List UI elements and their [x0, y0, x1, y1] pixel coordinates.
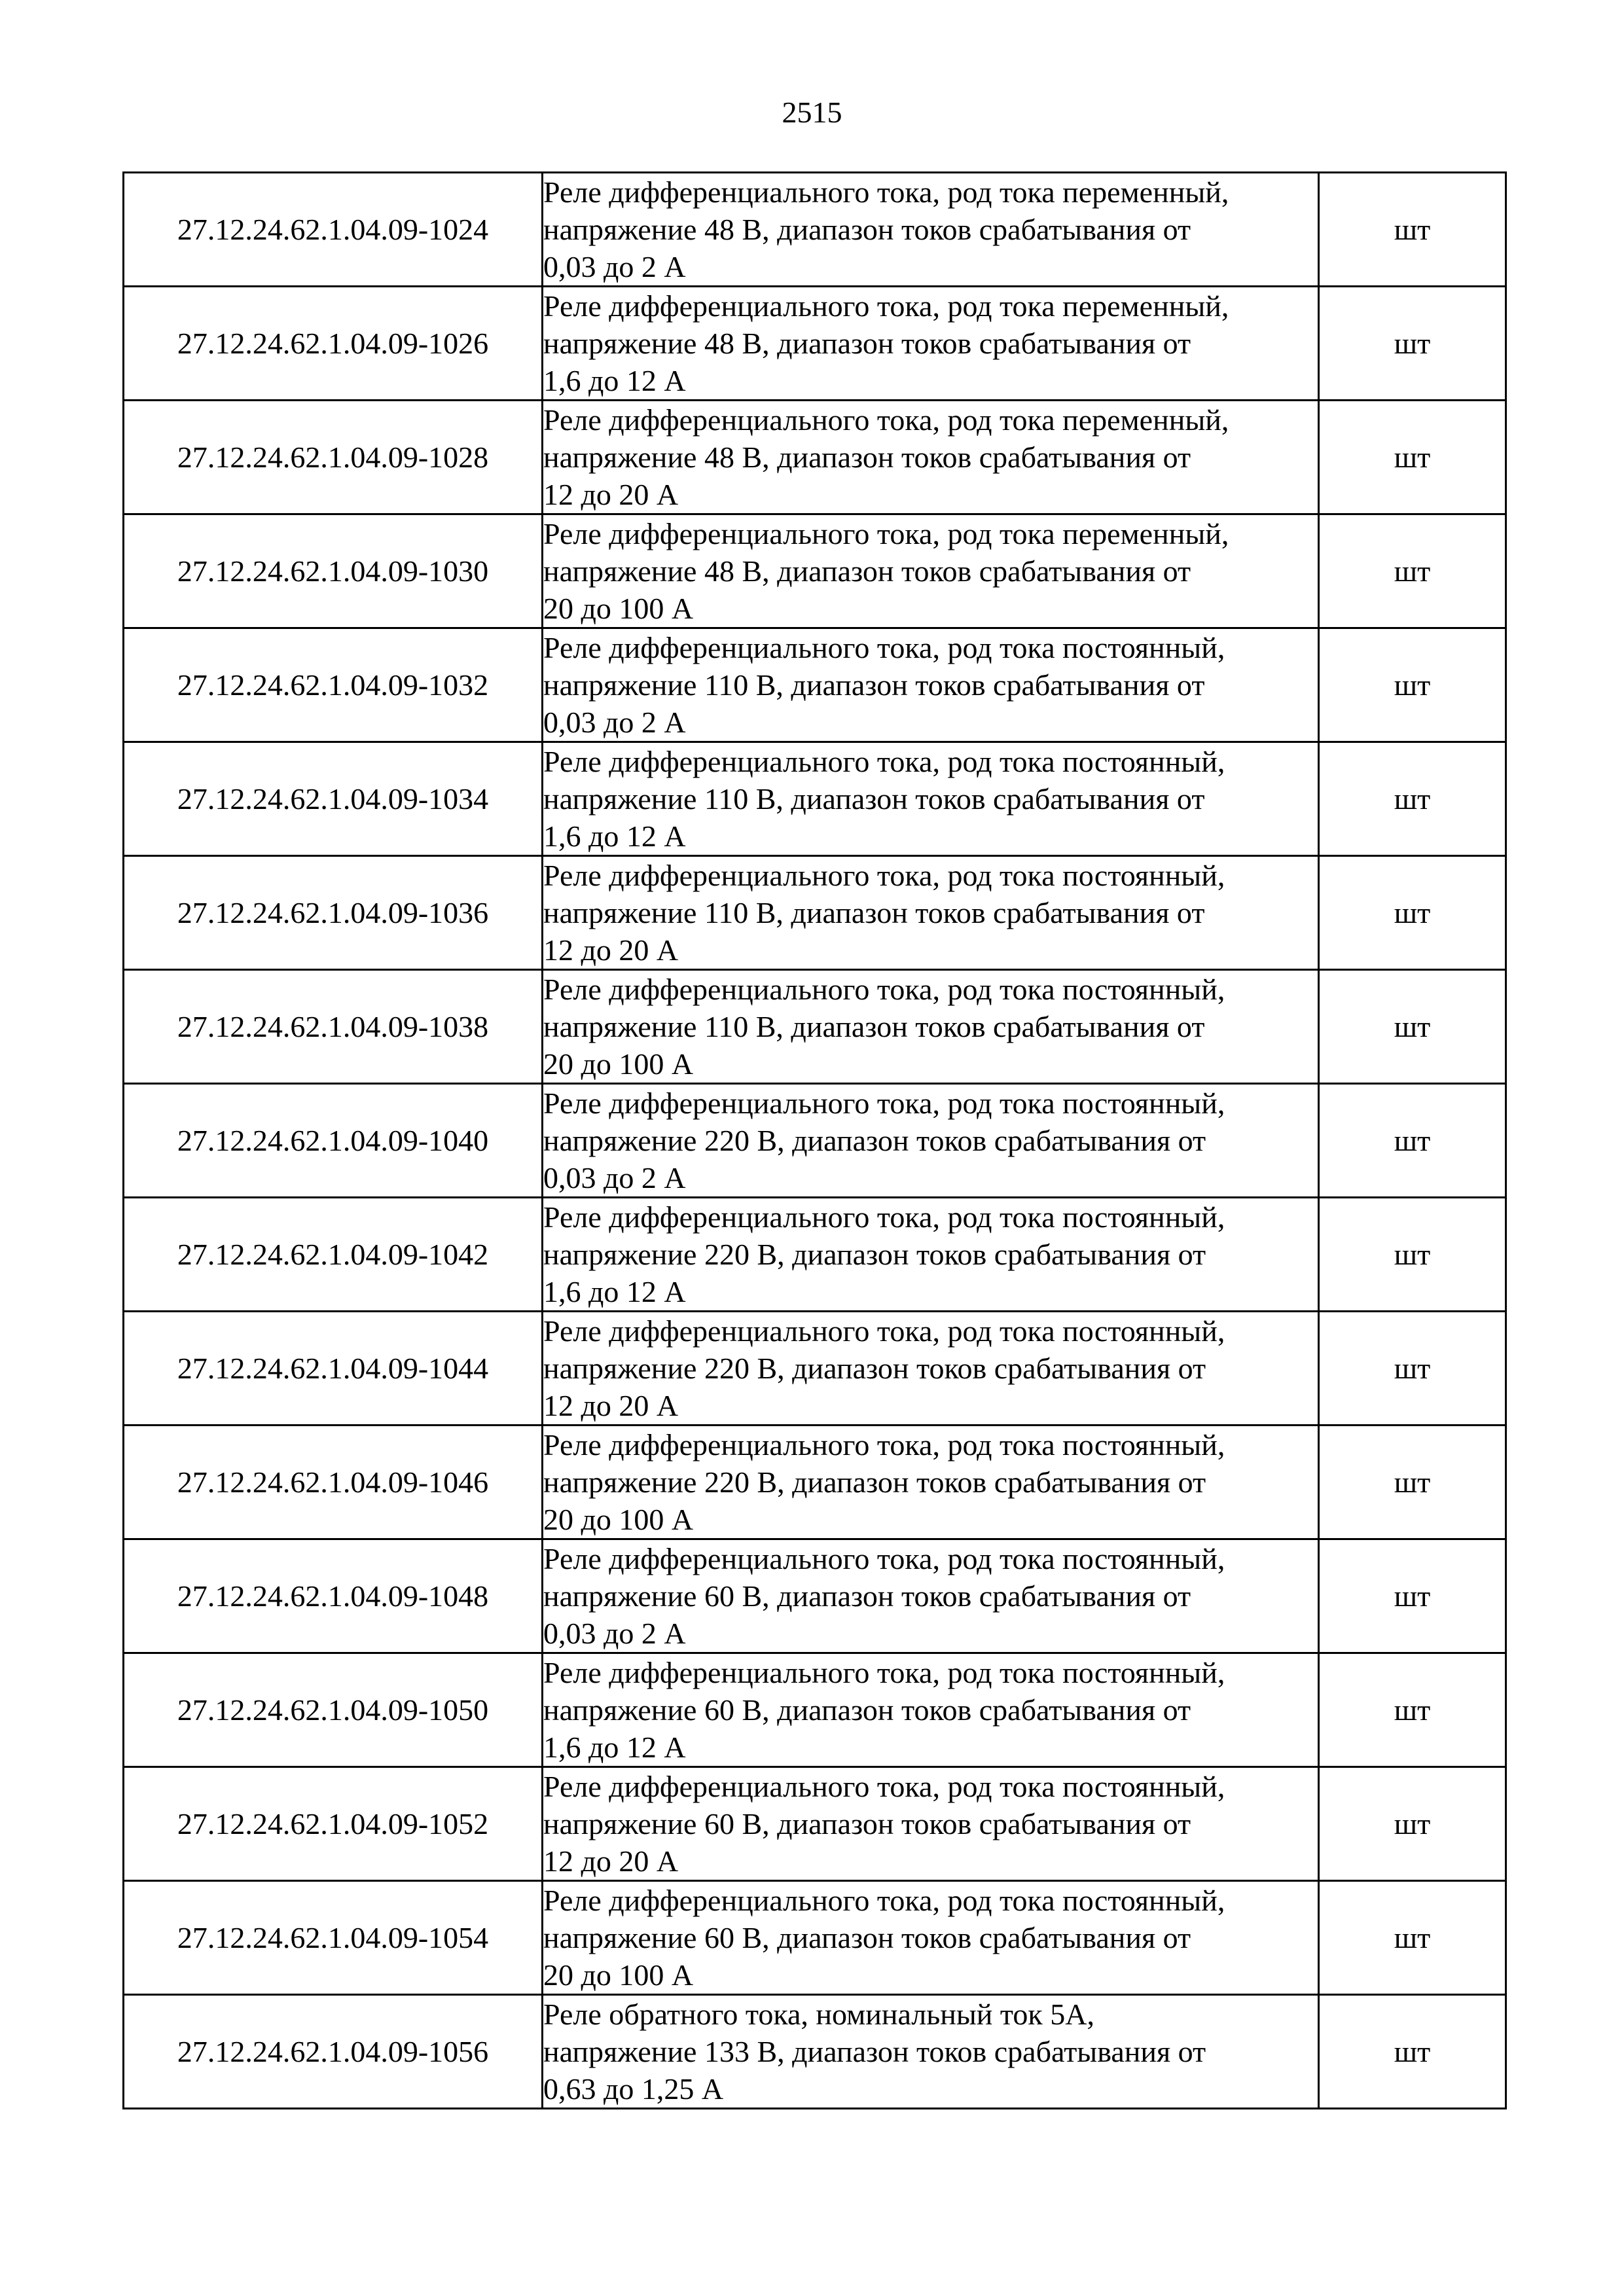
table-row — [124, 1312, 1506, 1426]
resource-description — [543, 173, 1319, 287]
resource-code: 27.12.24.62.1.04.09-1026 — [124, 287, 543, 401]
resource-description — [543, 1198, 1319, 1312]
description-line: Реле дифференциального тока, род тока постоянный, — [543, 1314, 1225, 1348]
description-line: 0,63 до 1,25 А — [543, 2072, 724, 2106]
page-number: 2515 — [782, 96, 842, 129]
description-line: Реле дифференциального тока, род тока постоянный, — [543, 1086, 1225, 1120]
description-line: напряжение 60 В, диапазон токов срабатывания от — [543, 1579, 1191, 1613]
description-line: Реле дифференциального тока, род тока постоянный, — [543, 973, 1225, 1006]
unit-of-measure: шт — [1319, 742, 1506, 856]
description-line: напряжение 110 В, диапазон токов срабатывания от — [543, 1010, 1205, 1043]
description-line: 0,03 до 2 А — [543, 1161, 686, 1194]
description-line: Реле дифференциального тока, род тока постоянный, — [543, 745, 1225, 778]
table-row — [124, 742, 1506, 856]
description-line: напряжение 48 В, диапазон токов срабатывания от — [543, 327, 1191, 360]
unit-of-measure: шт — [1319, 970, 1506, 1084]
resource-description — [543, 401, 1319, 514]
table-row — [124, 1767, 1506, 1881]
resource-description — [543, 970, 1319, 1084]
resource-code: 27.12.24.62.1.04.09-1046 — [124, 1426, 543, 1539]
resource-table — [122, 171, 1507, 2109]
description-line: Реле дифференциального тока, род тока переменный, — [543, 517, 1229, 550]
unit-of-measure: шт — [1319, 1198, 1506, 1312]
description-line: 1,6 до 12 А — [543, 364, 686, 397]
table-row — [124, 514, 1506, 628]
description-line: напряжение 220 В, диапазон токов срабатывания от — [543, 1465, 1206, 1499]
unit-of-measure: шт — [1319, 401, 1506, 514]
resource-code: 27.12.24.62.1.04.09-1044 — [124, 1312, 543, 1426]
table-row — [124, 1881, 1506, 1995]
table-row — [124, 401, 1506, 514]
resource-description — [543, 1881, 1319, 1995]
description-line: напряжение 220 В, диапазон токов срабатывания от — [543, 1124, 1206, 1157]
resource-description — [543, 856, 1319, 970]
table-row — [124, 628, 1506, 742]
resource-description — [543, 1995, 1319, 2109]
unit-of-measure: шт — [1319, 173, 1506, 287]
description-line: 0,03 до 2 А — [543, 1617, 686, 1650]
table-row — [124, 173, 1506, 287]
resource-code: 27.12.24.62.1.04.09-1034 — [124, 742, 543, 856]
description-line: напряжение 110 В, диапазон токов срабатывания от — [543, 668, 1205, 702]
description-line: напряжение 110 В, диапазон токов срабатывания от — [543, 782, 1205, 816]
description-line: 0,03 до 2 А — [543, 706, 686, 739]
unit-of-measure: шт — [1319, 1312, 1506, 1426]
resource-code: 27.12.24.62.1.04.09-1038 — [124, 970, 543, 1084]
unit-of-measure: шт — [1319, 1084, 1506, 1198]
description-line: 0,03 до 2 А — [543, 250, 686, 283]
description-line: Реле дифференциального тока, род тока постоянный, — [543, 1656, 1225, 1689]
unit-of-measure: шт — [1319, 1539, 1506, 1653]
table-row — [124, 856, 1506, 970]
resource-code: 27.12.24.62.1.04.09-1056 — [124, 1995, 543, 2109]
unit-of-measure: шт — [1319, 1767, 1506, 1881]
resource-code: 27.12.24.62.1.04.09-1030 — [124, 514, 543, 628]
description-line: 20 до 100 А — [543, 592, 694, 625]
description-line: Реле дифференциального тока, род тока постоянный, — [543, 1200, 1225, 1234]
unit-of-measure: шт — [1319, 856, 1506, 970]
description-line: 12 до 20 А — [543, 1389, 679, 1422]
resource-description — [543, 1653, 1319, 1767]
description-line: напряжение 110 В, диапазон токов срабатывания от — [543, 896, 1205, 929]
resource-description — [543, 1539, 1319, 1653]
description-line: 12 до 20 А — [543, 933, 679, 967]
unit-of-measure: шт — [1319, 628, 1506, 742]
resource-code: 27.12.24.62.1.04.09-1024 — [124, 173, 543, 287]
table-row — [124, 1653, 1506, 1767]
description-line: Реле дифференциального тока, род тока постоянный, — [543, 1884, 1225, 1917]
description-line: напряжение 48 В, диапазон токов срабатывания от — [543, 440, 1191, 474]
description-line: Реле обратного тока, номинальный ток 5А, — [543, 1998, 1094, 2031]
description-line: Реле дифференциального тока, род тока постоянный, — [543, 1542, 1225, 1575]
description-line: напряжение 48 В, диапазон токов срабатывания от — [543, 213, 1191, 246]
unit-of-measure: шт — [1319, 1881, 1506, 1995]
resource-code: 27.12.24.62.1.04.09-1028 — [124, 401, 543, 514]
description-line: 20 до 100 А — [543, 1958, 694, 1992]
resource-code: 27.12.24.62.1.04.09-1042 — [124, 1198, 543, 1312]
resource-code: 27.12.24.62.1.04.09-1036 — [124, 856, 543, 970]
resource-code: 27.12.24.62.1.04.09-1050 — [124, 1653, 543, 1767]
resource-code: 27.12.24.62.1.04.09-1052 — [124, 1767, 543, 1881]
table-row — [124, 1426, 1506, 1539]
table-row — [124, 1198, 1506, 1312]
description-line: напряжение 133 В, диапазон токов срабатывания от — [543, 2035, 1206, 2068]
description-line: Реле дифференциального тока, род тока постоянный, — [543, 631, 1225, 664]
description-line: 1,6 до 12 А — [543, 819, 686, 853]
resource-description — [543, 514, 1319, 628]
resource-description — [543, 1426, 1319, 1539]
table-row — [124, 1995, 1506, 2109]
table-body — [124, 173, 1506, 2109]
unit-of-measure: шт — [1319, 1426, 1506, 1539]
description-line: Реле дифференциального тока, род тока переменный, — [543, 175, 1229, 209]
description-line: 1,6 до 12 А — [543, 1275, 686, 1308]
table-row — [124, 970, 1506, 1084]
resource-description — [543, 1312, 1319, 1426]
description-line: Реле дифференциального тока, род тока постоянный, — [543, 859, 1225, 892]
unit-of-measure: шт — [1319, 287, 1506, 401]
description-line: 20 до 100 А — [543, 1503, 694, 1536]
table-row — [124, 1084, 1506, 1198]
resource-description — [543, 1084, 1319, 1198]
table-row — [124, 287, 1506, 401]
resource-description — [543, 742, 1319, 856]
description-line: Реле дифференциального тока, род тока переменный, — [543, 289, 1229, 323]
table-row — [124, 1539, 1506, 1653]
unit-of-measure: шт — [1319, 1995, 1506, 2109]
resource-description — [543, 628, 1319, 742]
description-line: напряжение 220 В, диапазон токов срабатывания от — [543, 1352, 1206, 1385]
unit-of-measure: шт — [1319, 1653, 1506, 1767]
description-line: 20 до 100 А — [543, 1047, 694, 1081]
description-line: напряжение 48 В, диапазон токов срабатывания от — [543, 554, 1191, 588]
description-line: напряжение 60 В, диапазон токов срабатывания от — [543, 1921, 1191, 1954]
description-line: Реле дифференциального тока, род тока переменный, — [543, 403, 1229, 437]
resource-code: 27.12.24.62.1.04.09-1032 — [124, 628, 543, 742]
description-line: 1,6 до 12 А — [543, 1731, 686, 1764]
description-line: 12 до 20 А — [543, 1844, 679, 1878]
resource-description — [543, 287, 1319, 401]
description-line: 12 до 20 А — [543, 478, 679, 511]
unit-of-measure: шт — [1319, 514, 1506, 628]
resource-description — [543, 1767, 1319, 1881]
resource-code: 27.12.24.62.1.04.09-1040 — [124, 1084, 543, 1198]
description-line: напряжение 60 В, диапазон токов срабатывания от — [543, 1693, 1191, 1727]
description-line: Реле дифференциального тока, род тока постоянный, — [543, 1770, 1225, 1803]
resource-code: 27.12.24.62.1.04.09-1048 — [124, 1539, 543, 1653]
description-line: напряжение 220 В, диапазон токов срабатывания от — [543, 1238, 1206, 1271]
description-line: напряжение 60 В, диапазон токов срабатывания от — [543, 1807, 1191, 1840]
resource-code: 27.12.24.62.1.04.09-1054 — [124, 1881, 543, 1995]
description-line: Реле дифференциального тока, род тока постоянный, — [543, 1428, 1225, 1462]
